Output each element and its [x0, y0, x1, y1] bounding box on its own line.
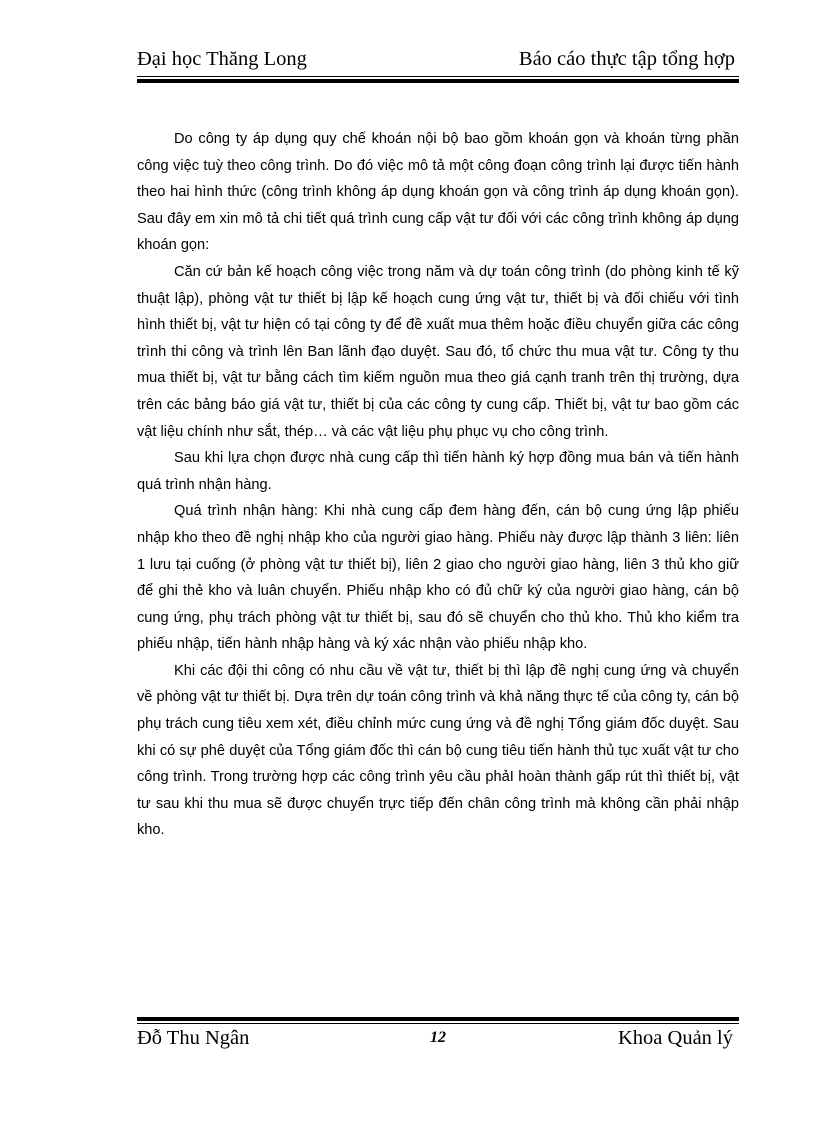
footer-rule-thin [137, 1023, 739, 1024]
paragraph-2: Căn cứ bản kế hoạch công việc trong năm và dự toán công trình (do phòng kinh tế kỹ thuật lập), phòng vật tư thiết bị lập kế hoạch cung ứng vật tư, thiết bị và đối chiếu với tình hình thiết bị, vật tư hiện có tại công ty để đề xuất mua thêm hoặc điều chuyển giữa các công trình thi công và trình lên Ban lãnh đạo duyệt. Sau đó, tổ chức thu mua vật tư. Công ty thu mua thiết bị, vật tư bằng cách tìm kiếm nguồn mua theo giá cạnh tranh trên thị trường, dựa trên các bảng báo giá vật tư, thiết bị của các công ty cung cấp. Thiết bị, vật tư bao gồm các vật liệu chính như sắt, thép… và các vật liệu phụ phục vụ cho công trình. [137, 263, 739, 440]
body-text [137, 126, 739, 844]
paragraph-4: Quá trình nhận hàng: Khi nhà cung cấp đem hàng đến, cán bộ cung ứng lập phiếu nhập kho theo đề nghị nhập kho của người giao hàng. Phiếu này được lập thành 3 liên: liên 1 lưu tại cuống (ở phòng vật tư thiết bị), liên 2 giao cho người giao hàng, liên 3 thủ kho giữ để ghi thẻ kho và luân chuyển. Phiếu nhập kho có đủ chữ ký của người giao hàng, cán bộ cung ứng, phụ trách phòng vật tư thiết bị, sau đó sẽ chuyển cho thủ kho. Thủ kho kiểm tra phiếu nhập, tiến hành nhập hàng và ký xác nhận vào phiếu nhập kho. [137, 503, 739, 653]
header-rule-thick [137, 79, 739, 83]
footer-faculty: Khoa Quản lý [617, 1027, 733, 1049]
header-report-title: Báo cáo thực tập tổng hợp [518, 48, 735, 70]
paragraph-1: Do công ty áp dụng quy chế khoán nội bộ bao gồm khoán gọn và khoán từng phần công việc tuỳ theo công trình. Do đó việc mô tả một công đoạn công trình lại được tiến hành theo hai hình thức (công trình không áp dụng khoán gọn và công trình áp dụng khoán gọn). Sau đây em xin mô tả chi tiết quá trình cung cấp vật tư đối với các công trình không áp dụng khoán gọn: [137, 131, 739, 254]
header-university: Đại học Thăng Long [137, 48, 307, 70]
header-rule-thin [137, 76, 739, 77]
footer-rule-thick [137, 1017, 739, 1021]
paragraph-3: Sau khi lựa chọn được nhà cung cấp thì tiến hành ký hợp đồng mua bán và tiến hành quá trình nhận hàng. [137, 450, 739, 493]
page-header [137, 46, 737, 76]
paragraph-5: Khi các đội thi công có nhu cầu về vật tư, thiết bị thì lập đề nghị cung ứng và chuyển về phòng vật tư thiết bị. Dựa trên dự toán công trình và khả năng thực tế của công ty, cán bộ phụ trách cung tiêu xem xét, điều chỉnh mức cung ứng và đề nghị Tổng giám đốc duyệt. Sau khi có sự phê duyệt của Tổng giám đốc thì cán bộ cung tiêu tiến hành thủ tục xuất vật tư cho công trình. Trong trường hợp các công trình yêu cầu phảI hoàn thành gấp rút thì thiết bị, vật tư sau khi thu mua sẽ được chuyển trực tiếp đến chân công trình mà không cần phải nhập kho. [137, 662, 739, 839]
page-footer [137, 1027, 737, 1057]
footer-author: Đỗ Thu Ngân [137, 1027, 250, 1049]
page-number: 12 [430, 1029, 446, 1046]
